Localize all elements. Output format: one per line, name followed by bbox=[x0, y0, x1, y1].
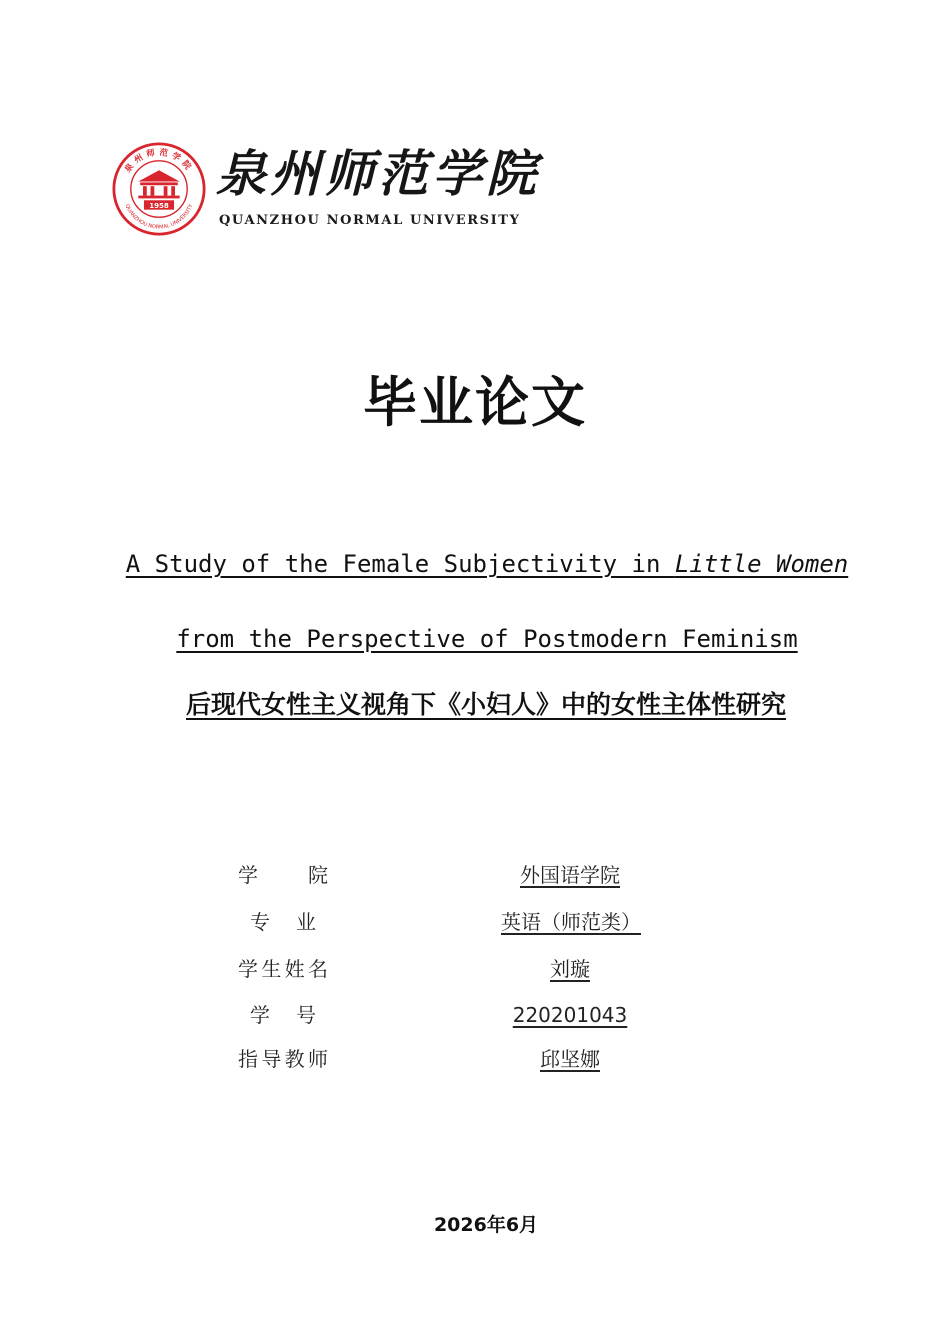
info-row-college bbox=[0, 860, 950, 890]
info-value-student-id: 220201043 bbox=[512, 1003, 628, 1027]
english-title-line-2 bbox=[0, 623, 950, 655]
info-label-student-id: 学 号 bbox=[250, 1003, 316, 1027]
info-value-major: 英语（师范类） bbox=[501, 910, 641, 934]
university-logo bbox=[112, 140, 540, 240]
seal-year: 1958 bbox=[149, 200, 169, 210]
info-label-college: 学 院 bbox=[238, 863, 328, 887]
university-name-en: QUANZHOU NORMAL UNIVERSITY bbox=[219, 213, 521, 228]
info-row-student-id bbox=[0, 1000, 950, 1030]
seal-en-text: QUANZHOU NORMAL UNIVERSITY bbox=[123, 203, 195, 231]
university-name-cn: 泉州师范学院 bbox=[216, 144, 540, 203]
info-value-student-name: 刘璇 bbox=[550, 957, 590, 981]
document-type-title: 毕业论文 bbox=[363, 371, 587, 434]
info-label-student-name: 学生姓名 bbox=[238, 957, 328, 981]
seal-cn-text: 泉州师范学院 bbox=[122, 146, 196, 175]
english-title-prefix: A Study of the Female Subjectivity in bbox=[125, 550, 675, 578]
english-title-suffix: from the Perspective of Postmodern Feminism bbox=[176, 625, 798, 653]
chinese-title bbox=[0, 688, 950, 722]
info-row-major bbox=[0, 907, 950, 937]
info-label-major: 专 业 bbox=[250, 910, 316, 934]
submission-date: 2026年6月 bbox=[433, 1214, 539, 1236]
university-seal-icon bbox=[112, 142, 206, 236]
info-row-student-name bbox=[0, 954, 950, 984]
info-row-advisor bbox=[0, 1044, 950, 1074]
info-label-advisor: 指导教师 bbox=[238, 1047, 328, 1071]
book-title: Little Women bbox=[674, 550, 849, 578]
info-value-advisor: 邱坚娜 bbox=[540, 1047, 600, 1071]
info-value-college: 外国语学院 bbox=[520, 863, 620, 887]
english-title-line-1 bbox=[0, 548, 950, 580]
chinese-title-text: 后现代女性主义视角下《小妇人》中的女性主体性研究 bbox=[185, 690, 786, 719]
